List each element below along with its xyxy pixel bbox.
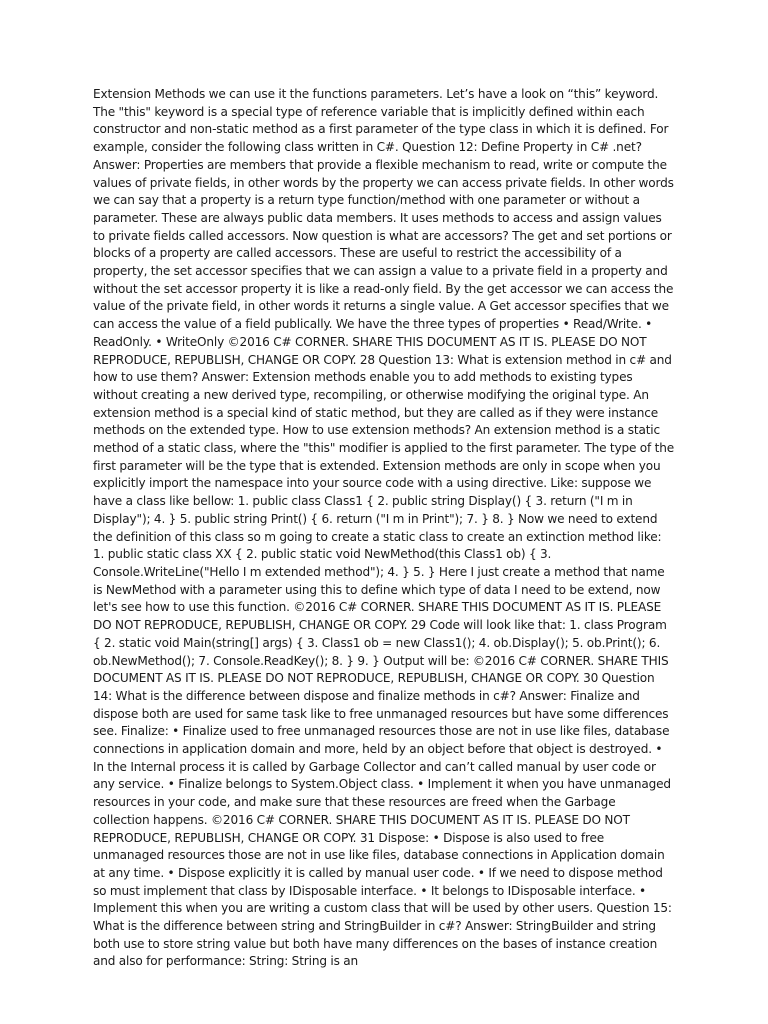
body-text: Extension Methods we can use it the functions parameters. Let’s have a look on “this” keyword. The "this" keyword is a special type of reference variable that is implicitly defined within each constructor and non-static method as a first parameter of the type class in which it is defined. For example, consider the following class written in C#. Question 12: Define Property in C# .net? Answer: Properties are members that provide a flexible mechanism to read, write or compute the values of private fields, in other words by the property we can access private fields. In other words we can say that a property is a return type function/method with one parameter or without a parameter. These are always public data members. It uses methods to access and assign values to private fields called accessors. Now question is what are accessors? The get and set portions or blocks of a property are called accessors. These are useful to restrict the accessibility of a property, the set accessor specifies that we can assign a value to a private field in a property and without the set accessor property it is like a read-only field. By the get accessor we can access the value of the private field, in other words it returns a single value. A Get accessor specifies that we can access the value of a field publically. We have the three types of properties • Read/Write. • ReadOnly. • WriteOnly ©2016 C# CORNER. SHARE THIS DOCUMENT AS IT IS. PLEASE DO NOT REPRODUCE, REPUBLISH, CHANGE OR COPY. 28 Question 13: What is extension method in c# and how to use them? Answer: Extension methods enable you to add methods to existing types without creating a new derived type, recompiling, or otherwise modifying the original type. An extension method is a special kind of static method, but they are called as if they were instance methods on the extended type. How to use extension methods? An extension method is a static method of a static class, where the "this" modifier is applied to the first parameter. The type of the first parameter will be the type that is extended. Extension methods are only in scope when you explicitly import the namespace into your source code with a using directive. Like: suppose we have a class like bellow: 1. public class Class1 { 2. public string Display() { 3. return ("I m in Display"); 4. } 5. public string Print() { 6. return ("I m in Print"); 7. } 8. } Now we need to extend the definition of this class so m going to create a static class to create an extinction method like: 1. public static class XX { 2. public static void NewMethod(this Class1 ob) { 3. Console.WriteLine("Hello I m extended method"); 4. } 5. } Here I just create a method that name is NewMethod with a parameter using this to define which type of data I need to be extend, now let's see how to use this function. ©2016 C# CORNER. SHARE THIS DOCUMENT AS IT IS. PLEASE DO NOT REPRODUCE, REPUBLISH, CHANGE OR COPY. 29 Code will look like that: 1. class Program { 2. static void Main(string[] args) { 3. Class1 ob = new Class1(); 4. ob.Display(); 5. ob.Print(); 6. ob.NewMethod(); 7. Console.ReadKey(); 8. } 9. } Output will be: ©2016 C# CORNER. SHARE THIS DOCUMENT AS IT IS. PLEASE DO NOT REPRODUCE, REPUBLISH, CHANGE OR COPY. 30 Question 14: What is the difference between dispose and finalize methods in c#? Answer: Finalize and dispose both are used for same task like to free unmanaged resources but have some differences see. Finalize: • Finalize used to free unmanaged resources those are not in use like files, database connections in application domain and more, held by an object before that object is destroyed. • In the Internal process it is called by Garbage Collector and can’t called manual by user code or any service. • Finalize belongs to System.Object class. • Implement it when you have unmanaged resources in your code, and make sure that these resources are freed when the Garbage collection happens. ©2016 C# CORNER. SHARE THIS DOCUMENT AS IT IS. PLEASE DO NOT REPRODUCE, REPUBLISH, CHANGE OR COPY. 31 Dispose: • Dispose is also used to free unmanaged resources those are not in use like files, database connections in Application domain at any time. • Dispose explicitly it is called by manual user code. • If we need to dispose method so must implement that class by IDisposable interface. • It belongs to IDisposable interface. • Implement this when you are writing a custom class that will be used by other users. Question 15: What is the difference between string and StringBuilder in c#? Answer: StringBuilder and string both use to store string value but both have many differences on the bases of instance creation and also for performance: String: String is an: [93, 87, 675, 969]
